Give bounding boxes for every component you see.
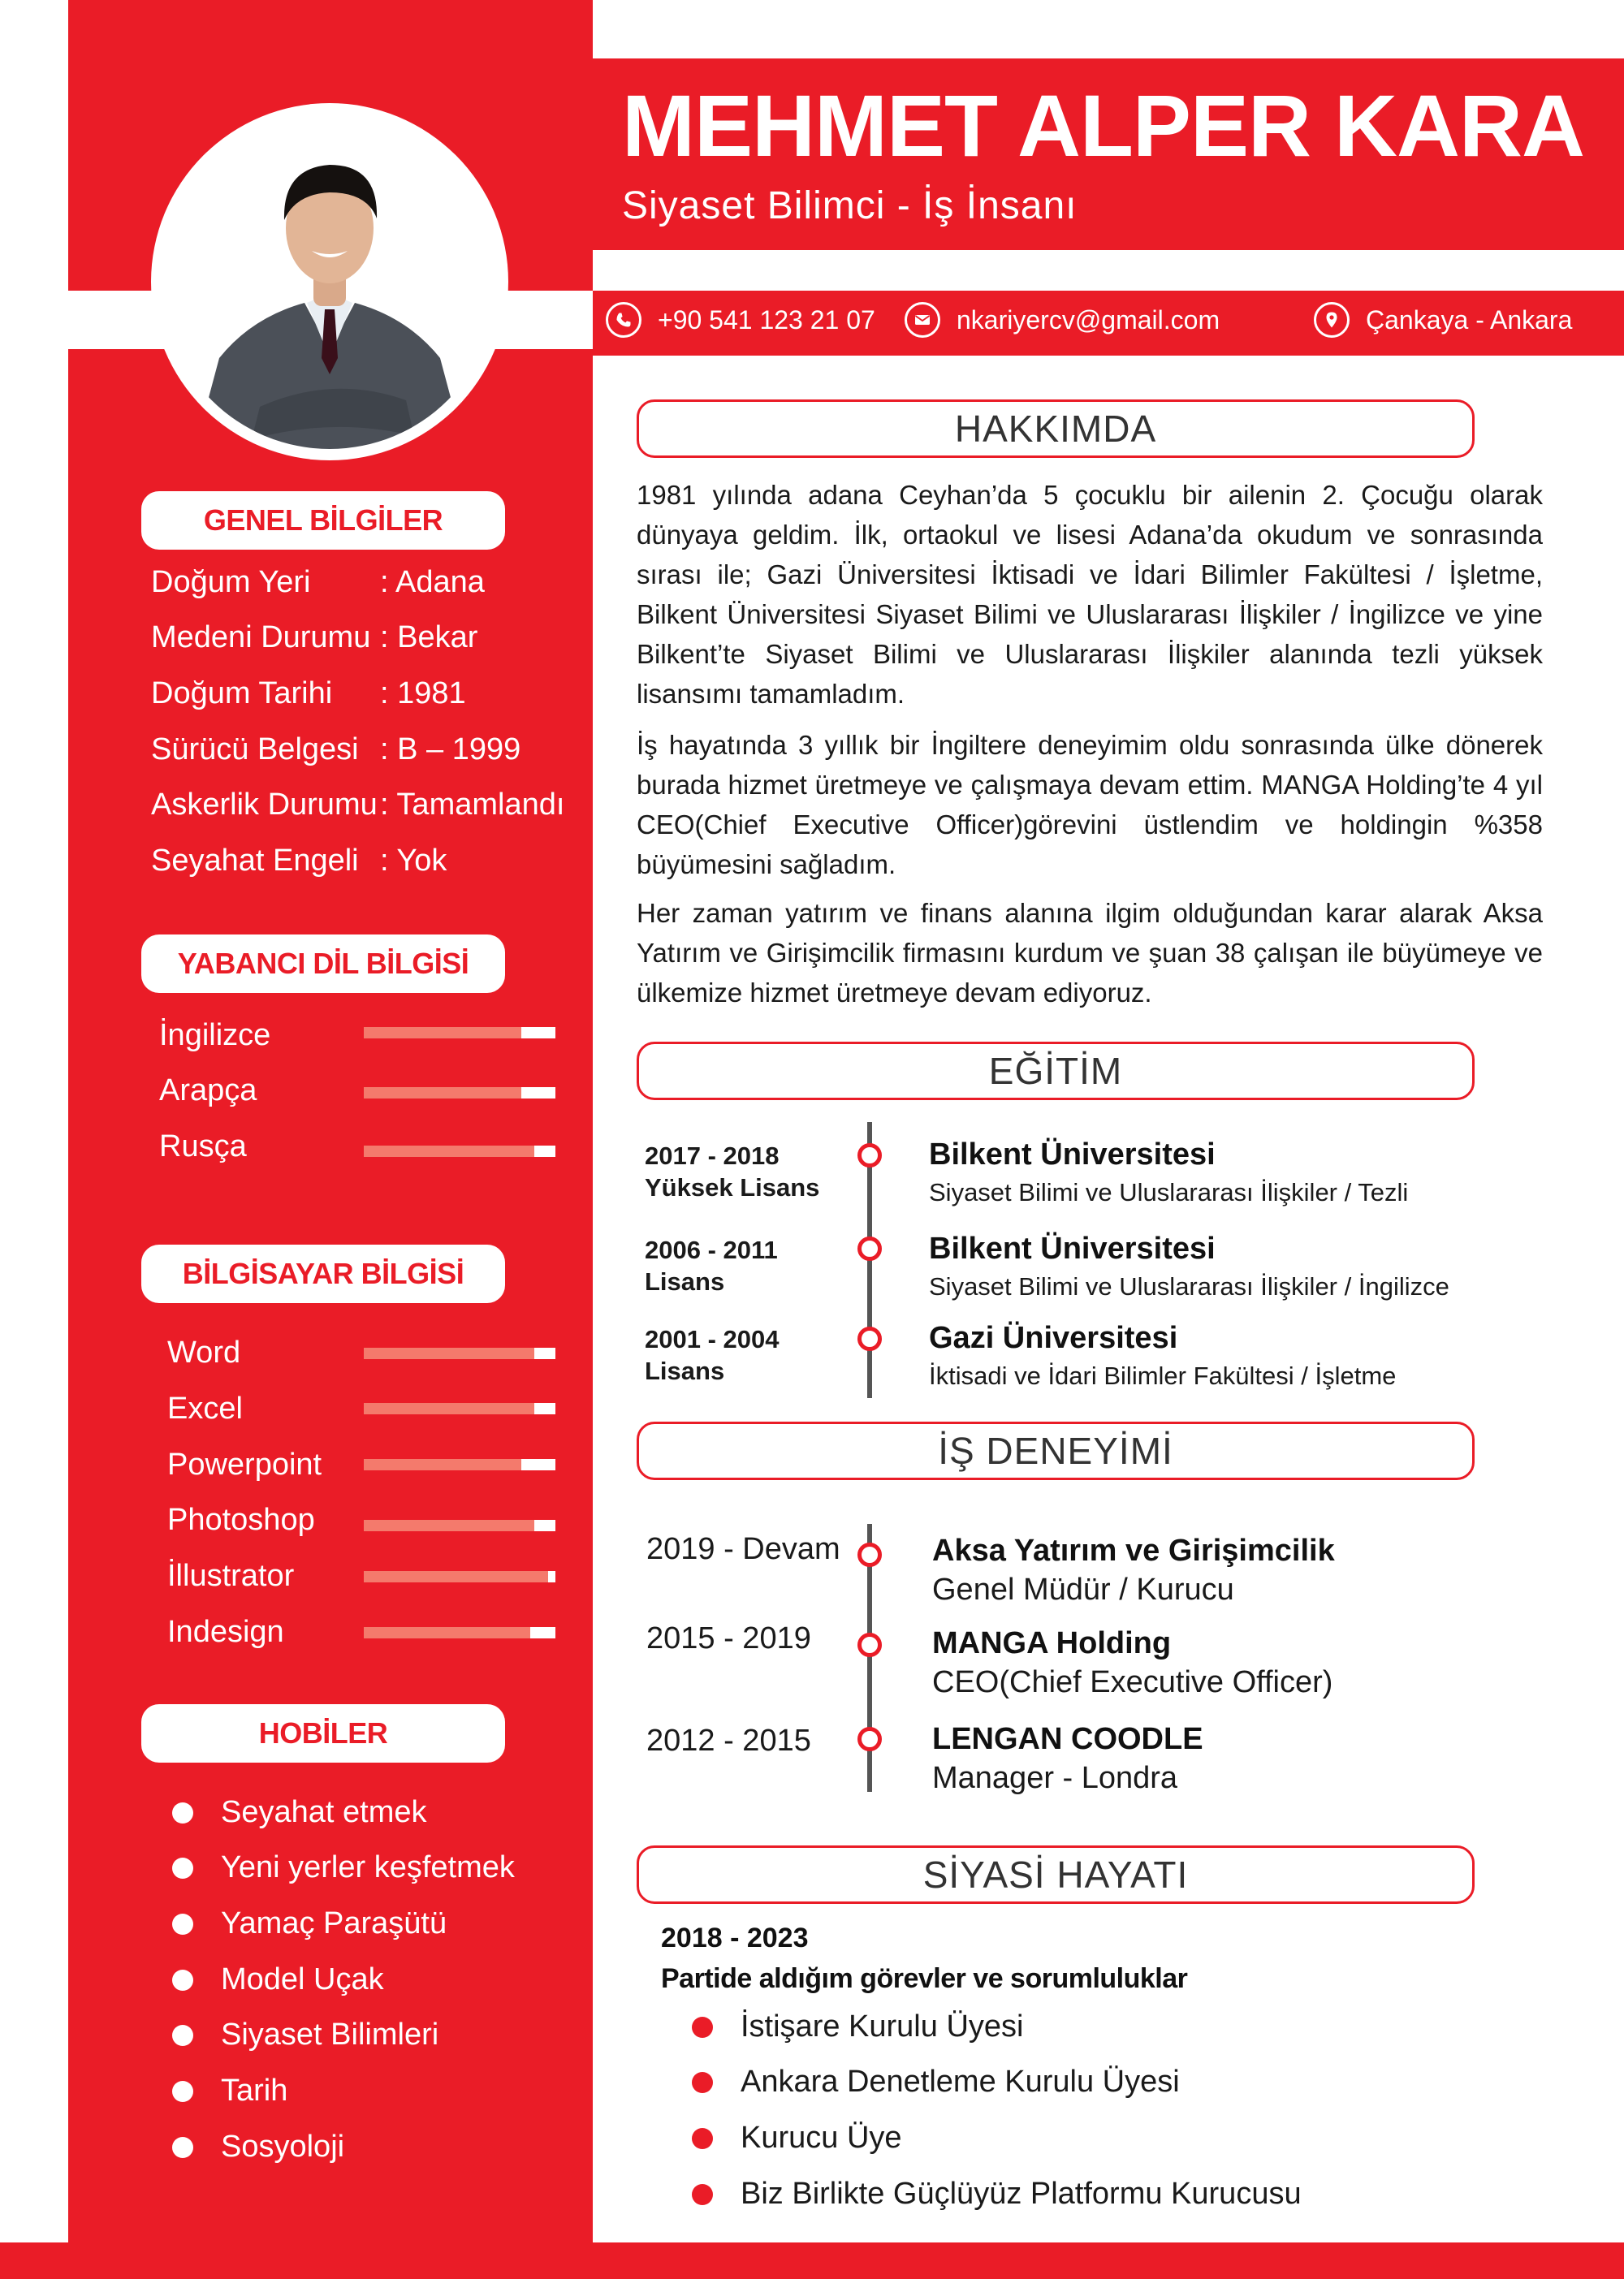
language-level-fill	[364, 1146, 534, 1157]
computer-skills-heading: BİLGİSAYAR BİLGİSİ	[141, 1245, 505, 1303]
footer-band	[0, 2242, 1624, 2279]
software-level-bar	[364, 1403, 555, 1414]
experience-heading: İŞ DENEYİMİ	[637, 1422, 1475, 1480]
timeline-dot	[857, 1237, 882, 1261]
job-company: LENGAN COODLE	[932, 1722, 1203, 1756]
about-heading: HAKKIMDA	[637, 399, 1475, 458]
job-title: Siyaset Bilimci - İş İnsanı	[622, 184, 1078, 227]
info-label: Doğum Yeri	[151, 565, 311, 599]
job-years: 2019 - Devam	[646, 1532, 840, 1566]
about-paragraph: Her zaman yatırım ve finans alanına ilgim olduğundan karar alarak Aksa Yatırım ve Girişimcilik firmasını kurdum ve şuan 38 çalışan ile büyümeye ve ülkemize hizmet üretmeye devam ediyoruz.	[637, 898, 1543, 1008]
language-level-fill	[364, 1087, 521, 1098]
education-school: Gazi Üniversitesi	[929, 1321, 1178, 1355]
software-name: Indesign	[167, 1615, 284, 1649]
languages-heading: YABANCI DİL BİLGİSİ	[141, 934, 505, 993]
education-department: Siyaset Bilimi ve Uluslararası İlişkiler / İngilizce	[929, 1272, 1449, 1301]
software-level-bar	[364, 1459, 555, 1470]
software-level-fill	[364, 1348, 534, 1359]
bullet-dot-icon	[692, 2017, 713, 2038]
bullet-dot-icon	[172, 1858, 193, 1879]
education-heading: EĞİTİM	[637, 1042, 1475, 1100]
hobby-item: Sosyoloji	[172, 2130, 344, 2165]
software-name: İllustrator	[167, 1559, 295, 1593]
bullet-dot-icon	[172, 2025, 193, 2046]
bullet-dot-icon	[172, 1802, 193, 1824]
bullet-dot-icon	[692, 2184, 713, 2205]
contact-email[interactable]	[905, 302, 1220, 338]
email-address: nkariyercv@gmail.com	[957, 304, 1220, 335]
software-level-fill	[364, 1403, 534, 1414]
bullet-dot-icon	[172, 1970, 193, 1991]
software-level-fill	[364, 1520, 534, 1531]
job-years: 2015 - 2019	[646, 1621, 811, 1655]
software-name: Photoshop	[167, 1503, 315, 1537]
software-level-fill	[364, 1459, 521, 1470]
bullet-dot-icon	[172, 2081, 193, 2102]
info-row	[151, 732, 520, 767]
about-paragraph: 1981 yılında adana Ceyhan’da 5 çocuklu bir ailenin 2. Çocuğu olarak dünyaya geldim. İlk, ortaokul ve lisesi Adana’da okudum ve sonrasında sırası ile; Gazi Üniversitesi İktisadi ve İdari Bilimler Fakültesi / İşletme, Bilkent Üniversitesi Siyaset Bilimi ve Uluslararası İlişkiler / İngilizce ve yine Bilkent’te Siyaset Bilimi ve Uluslararası İlişkiler alanında tezli yüksek lisansımı tamamladım.	[637, 480, 1543, 709]
education-department: İktisadi ve İdari Bilimler Fakültesi / İşletme	[929, 1362, 1397, 1390]
hobby-item: Yeni yerler keşfetmek	[172, 1850, 515, 1885]
education-degree: Yüksek Lisans	[645, 1173, 820, 1202]
info-row	[151, 620, 477, 655]
politics-item: Kurucu Üye	[692, 2121, 902, 2156]
software-level-fill	[364, 1627, 530, 1638]
education-years: 2006 - 2011	[645, 1236, 778, 1264]
software-level-bar	[364, 1348, 555, 1359]
bullet-dot-icon	[172, 2137, 193, 2158]
software-name: Word	[167, 1336, 241, 1370]
hobby-item: Yamaç Paraşütü	[172, 1906, 447, 1941]
profile-photo-illustration	[162, 114, 497, 449]
job-company: Aksa Yatırım ve Girişimcilik	[932, 1534, 1335, 1568]
bullet-dot-icon	[172, 1914, 193, 1935]
language-level-bar	[364, 1027, 555, 1038]
job-years: 2012 - 2015	[646, 1724, 811, 1758]
info-value: : Yok	[380, 844, 447, 878]
info-row	[151, 788, 564, 822]
job-role: Manager - Londra	[932, 1761, 1178, 1795]
full-name: MEHMET ALPER KARA	[622, 76, 1584, 175]
mail-icon	[905, 302, 940, 338]
info-value: : B – 1999	[380, 732, 521, 766]
software-level-bar	[364, 1571, 555, 1582]
education-school: Bilkent Üniversitesi	[929, 1137, 1216, 1172]
language-name: Rusça	[159, 1129, 247, 1163]
info-label: Doğum Tarihi	[151, 676, 333, 710]
timeline-dot	[857, 1327, 882, 1351]
politics-item: Ankara Denetleme Kurulu Üyesi	[692, 2065, 1180, 2100]
timeline-dot	[857, 1143, 882, 1168]
info-label: Medeni Durumu	[151, 620, 371, 654]
software-level-bar	[364, 1627, 555, 1638]
education-degree: Lisans	[645, 1267, 725, 1296]
timeline-dot	[857, 1543, 882, 1567]
hobby-item: Seyahat etmek	[172, 1795, 426, 1830]
timeline-dot	[857, 1633, 882, 1657]
politics-item: İstişare Kurulu Üyesi	[692, 2009, 1023, 2044]
language-name: Arapça	[159, 1073, 257, 1107]
politics-description: Partide aldığım görevler ve sorumluluklar	[661, 1963, 1188, 1994]
education-degree: Lisans	[645, 1357, 725, 1385]
hobbies-heading: HOBİLER	[141, 1704, 505, 1763]
language-level-bar	[364, 1146, 555, 1157]
software-name: Excel	[167, 1392, 243, 1426]
info-row	[151, 565, 485, 600]
info-label: Seyahat Engeli	[151, 844, 359, 878]
phone-icon	[606, 302, 641, 338]
language-level-bar	[364, 1087, 555, 1098]
info-value: : 1981	[380, 676, 466, 710]
contact-phone[interactable]	[606, 302, 875, 338]
info-value: : Tamamlandı	[380, 788, 565, 822]
job-company: MANGA Holding	[932, 1626, 1172, 1660]
software-level-bar	[364, 1520, 555, 1531]
language-name: İngilizce	[159, 1018, 271, 1052]
location-text: Çankaya - Ankara	[1366, 304, 1573, 335]
info-row	[151, 844, 447, 878]
about-paragraph: İş hayatında 3 yıllık bir İngiltere deneyimim oldu sonrasında ülke dönerek burada hizmet üretmeye ve çalışmaya devam ettim. MANGA Holding’te 4 yıl CEO(Chief Executive Officer)görevini üstlendim ve holdingin %358 büyümesini sağladım.	[637, 730, 1543, 879]
contact-location	[1314, 302, 1572, 338]
software-level-fill	[364, 1571, 548, 1582]
hobby-item: Siyaset Bilimleri	[172, 2018, 438, 2052]
politics-item: Biz Birlikte Güçlüyüz Platformu Kurucusu	[692, 2177, 1302, 2212]
politics-years: 2018 - 2023	[661, 1923, 809, 1953]
info-label: Askerlik Durumu	[151, 788, 378, 822]
politics-heading: SİYASİ HAYATI	[637, 1845, 1475, 1904]
info-label: Sürücü Belgesi	[151, 732, 359, 766]
education-years: 2017 - 2018	[645, 1142, 780, 1170]
profile-photo	[162, 114, 497, 449]
bullet-dot-icon	[692, 2128, 713, 2149]
education-years: 2001 - 2004	[645, 1325, 780, 1353]
education-department: Siyaset Bilimi ve Uluslararası İlişkiler / Tezli	[929, 1178, 1409, 1206]
location-pin-icon	[1314, 302, 1350, 338]
education-school: Bilkent Üniversitesi	[929, 1232, 1216, 1266]
phone-number: +90 541 123 21 07	[658, 304, 875, 335]
job-role: Genel Müdür / Kurucu	[932, 1573, 1234, 1607]
software-name: Powerpoint	[167, 1448, 322, 1482]
info-value: : Bekar	[380, 620, 478, 654]
hobby-item: Model Uçak	[172, 1962, 384, 1997]
bullet-dot-icon	[692, 2072, 713, 2093]
info-row	[151, 676, 466, 711]
job-role: CEO(Chief Executive Officer)	[932, 1665, 1333, 1699]
info-value: : Adana	[380, 565, 485, 599]
language-level-fill	[364, 1027, 521, 1038]
hobby-item: Tarih	[172, 2074, 287, 2109]
timeline-dot	[857, 1727, 882, 1751]
general-info-heading: GENEL BİLGİLER	[141, 491, 505, 550]
